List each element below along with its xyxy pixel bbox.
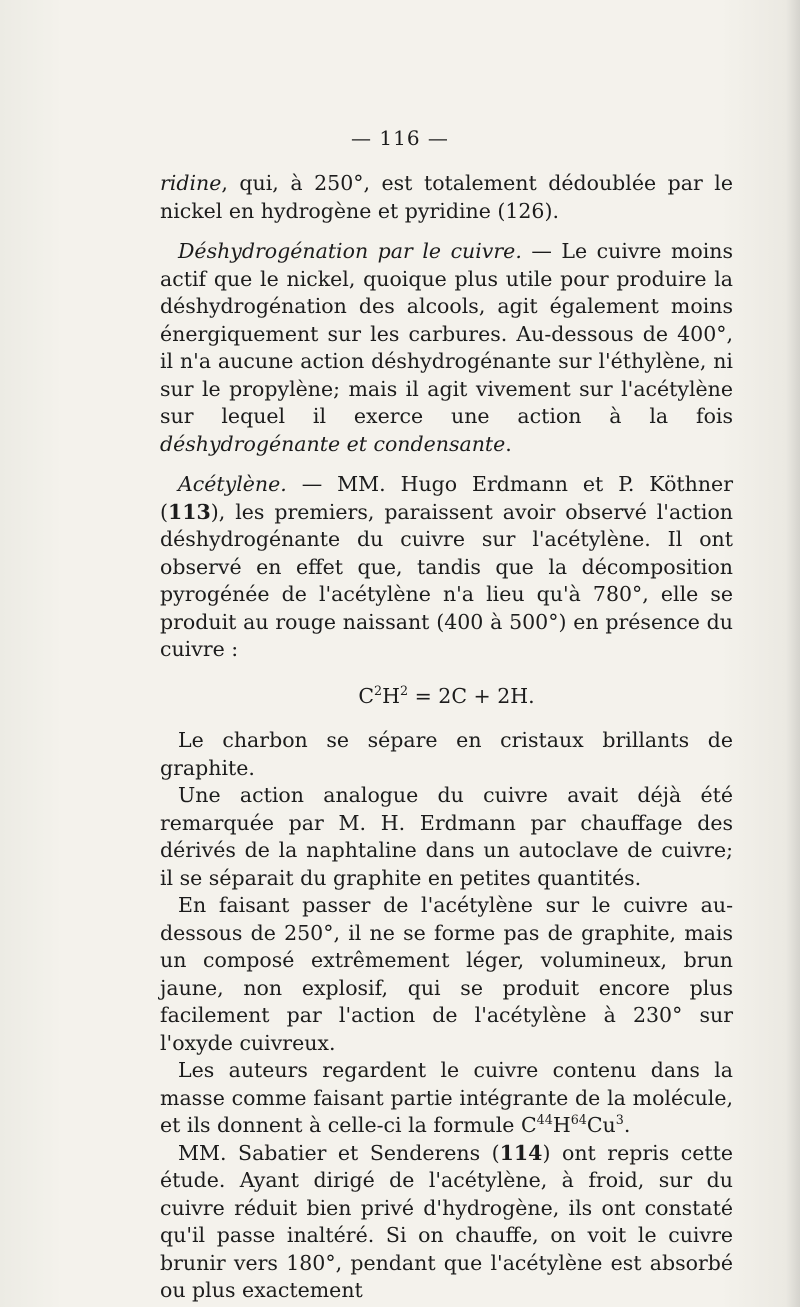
- paragraph-3: [160, 471, 733, 664]
- chemical-equation: [160, 683, 733, 711]
- paragraph-1-text: , qui, à 250°, est totalement dédoublée par le nickel en hydrogène et pyridine (126).: [160, 171, 733, 223]
- page-number: — 116 —: [351, 126, 449, 150]
- paragraph-8: [160, 1140, 733, 1305]
- section-heading-copper: Déshydrogénation par le cuivre.: [178, 239, 522, 263]
- paragraph-4: Le charbon se sépare en cristaux brillants de graphite.: [160, 728, 733, 780]
- paragraph-1: [160, 170, 733, 225]
- paragraph-7: [160, 1057, 733, 1140]
- paragraph-2-italic: déshydrogénante et condensante: [160, 431, 506, 456]
- paragraph-8-text-a: MM. Sabatier et Senderens (: [178, 1140, 500, 1165]
- section-heading-acetylene: Acétylène.: [178, 472, 287, 496]
- paragraph-3-text-a: — MM. Hugo Erdmann et P. Köthner (: [160, 472, 733, 524]
- formula-hydrogen-count: 64: [570, 1112, 587, 1128]
- reference-114: 114: [499, 1140, 543, 1165]
- paragraph-5: Une action analogue du cuivre avait déjà été remarquée par M. H. Erdmann par chauffage des dérivés de la naphtaline dans un autoclave de cuivre; il se séparait du graphite en petites quantités.: [160, 783, 733, 890]
- reference-113: 113: [168, 499, 211, 524]
- body-text: [160, 170, 733, 1305]
- paragraph-1-italic: ridine: [160, 171, 222, 195]
- formula-copper: Cu: [586, 1113, 616, 1137]
- formula-carbon-count: 44: [536, 1112, 553, 1128]
- eq-hydrogen-count: 2: [399, 682, 409, 698]
- paragraph-6: En faisant passer de l'acétylène sur le cuivre au-dessous de 250°, il ne se forme pas de graphite, mais un composé extrêmement léger, volumineux, brun jaune, non explosif, qui se produit encore plus facilement par l'action de l'acétylène à 230° sur l'oxyde cuivreux.: [160, 893, 733, 1055]
- paragraph-7-text: Les auteurs regardent le cuivre contenu dans la masse comme faisant partie intégrante de la molécule, et ils donnent à celle-ci la formule: [160, 1058, 733, 1137]
- formula-copper-count: 3: [615, 1112, 624, 1128]
- formula-carbon: C: [520, 1113, 537, 1137]
- page-edge-shadow: [786, 0, 800, 1307]
- paragraph-7-end: .: [623, 1113, 631, 1137]
- formula-hydrogen: H: [552, 1113, 571, 1137]
- eq-carbon: C: [358, 683, 374, 708]
- paragraph-2-text: — Le cuivre moins actif que le nickel, quoique plus utile pour produire la déshydrogénation des alcools, agit également moins énergiquement sur les carbures. Au-dessous de 400°, il n'a aucune action déshydrogénante sur l'éthylène, ni sur le propylène; mais il agit vivement sur l'acétylène sur lequel il exerce une action à la fois: [160, 239, 734, 428]
- eq-products: = 2C + 2H.: [408, 683, 535, 708]
- paragraph-2: [160, 238, 733, 458]
- paragraph-2-end: .: [505, 431, 512, 456]
- eq-hydrogen: H: [382, 683, 400, 708]
- paragraph-3-text-b: ), les premiers, paraissent avoir observé l'action déshydrogénante du cuivre sur l'acétylène. Il ont observé en effet que, tandis que la décomposition pyrogénée de l'acétylène n'a lieu qu'à 780°, elle se produit au rouge naissant (400 à 500°) en présence du cuivre :: [160, 499, 733, 661]
- eq-carbon-count: 2: [374, 682, 383, 698]
- paragraph-8-text-b: ) ont repris cette étude. Ayant dirigé de l'acétylène, à froid, sur du cuivre réduit bien privé d'hydrogène, ils ont constaté qu'il passe inaltéré. Si on chauffe, on voit le cuivre brunir vers 180°, pendant que l'acétylène est absorbé ou plus exactement: [160, 1140, 734, 1302]
